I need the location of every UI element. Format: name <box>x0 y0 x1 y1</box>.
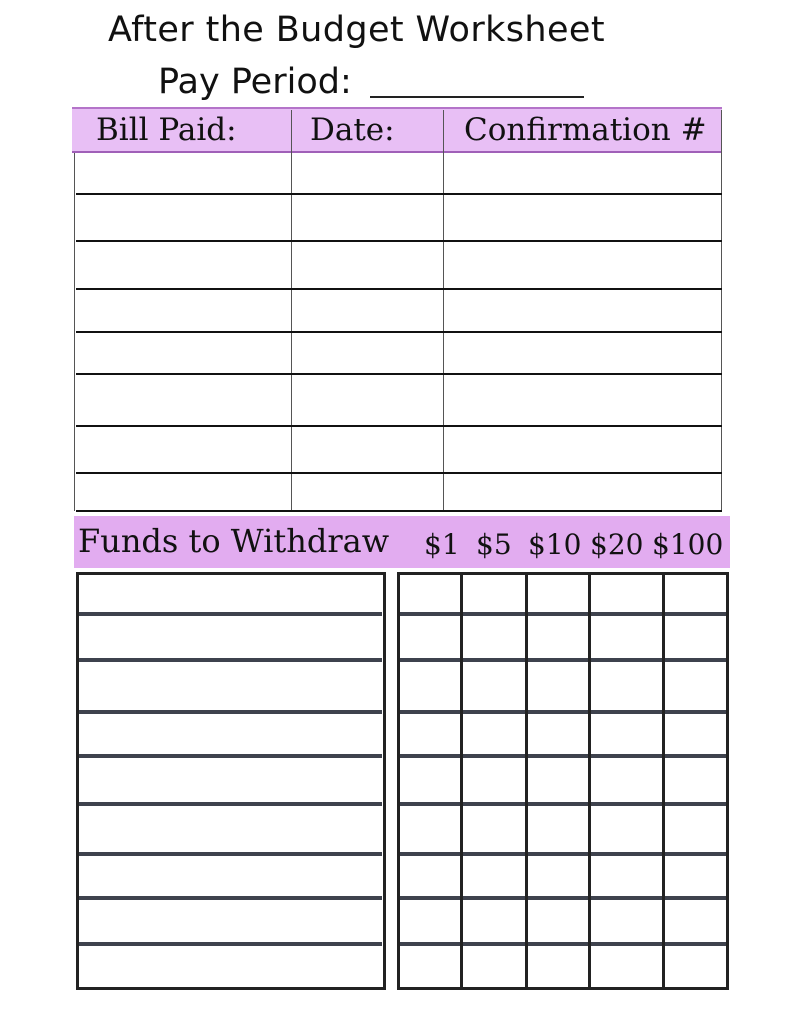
pay-period-label: Pay Period: <box>158 62 352 102</box>
denomination-row-line <box>400 942 726 946</box>
bill-table-row-line <box>76 472 722 474</box>
bill-table-col-divider <box>291 110 292 511</box>
denomination-row-line <box>400 754 726 758</box>
denomination-col-line <box>588 574 591 988</box>
denomination-row-line <box>400 852 726 856</box>
funds-to-withdraw-label: Funds to Withdraw <box>78 522 390 560</box>
denomination-row-line <box>400 612 726 616</box>
bill-table-row-line <box>76 288 722 290</box>
denomination-row-line <box>400 710 726 714</box>
funds-row-line <box>79 896 382 900</box>
denom-100: $100 <box>652 528 724 561</box>
bill-table-left-border <box>74 153 75 511</box>
bill-table-row-line <box>76 510 722 512</box>
denom-10: $10 <box>528 528 582 561</box>
funds-row-line <box>79 942 382 946</box>
header-date: Date: <box>310 112 395 148</box>
bill-table-row-line <box>76 425 722 427</box>
denomination-row-line <box>400 658 726 662</box>
bill-table-row-line <box>76 331 722 333</box>
header-confirmation: Confirmation # <box>464 112 707 148</box>
denomination-row-line <box>400 802 726 806</box>
bill-table-right-border <box>721 110 722 511</box>
bill-table-row-line <box>76 373 722 375</box>
worksheet-title: After the Budget Worksheet <box>108 10 605 50</box>
denom-1: $1 <box>424 528 460 561</box>
funds-row-line <box>79 710 382 714</box>
funds-row-line <box>79 754 382 758</box>
funds-row-line <box>79 612 382 616</box>
denomination-col-line <box>460 574 463 988</box>
header-bill-paid: Bill Paid: <box>96 112 237 148</box>
denomination-col-line <box>662 574 665 988</box>
denom-20: $20 <box>590 528 644 561</box>
denomination-col-line <box>525 574 528 988</box>
funds-list-box[interactable] <box>76 572 386 990</box>
denomination-row-line <box>400 896 726 900</box>
bill-table-row-line <box>76 240 722 242</box>
bill-table-row-line <box>76 193 722 195</box>
pay-period-blank-line[interactable] <box>370 96 584 98</box>
denomination-grid-box[interactable] <box>397 572 729 990</box>
bill-table-col-divider <box>443 110 444 511</box>
funds-row-line <box>79 802 382 806</box>
denom-5: $5 <box>476 528 512 561</box>
funds-row-line <box>79 658 382 662</box>
funds-row-line <box>79 852 382 856</box>
